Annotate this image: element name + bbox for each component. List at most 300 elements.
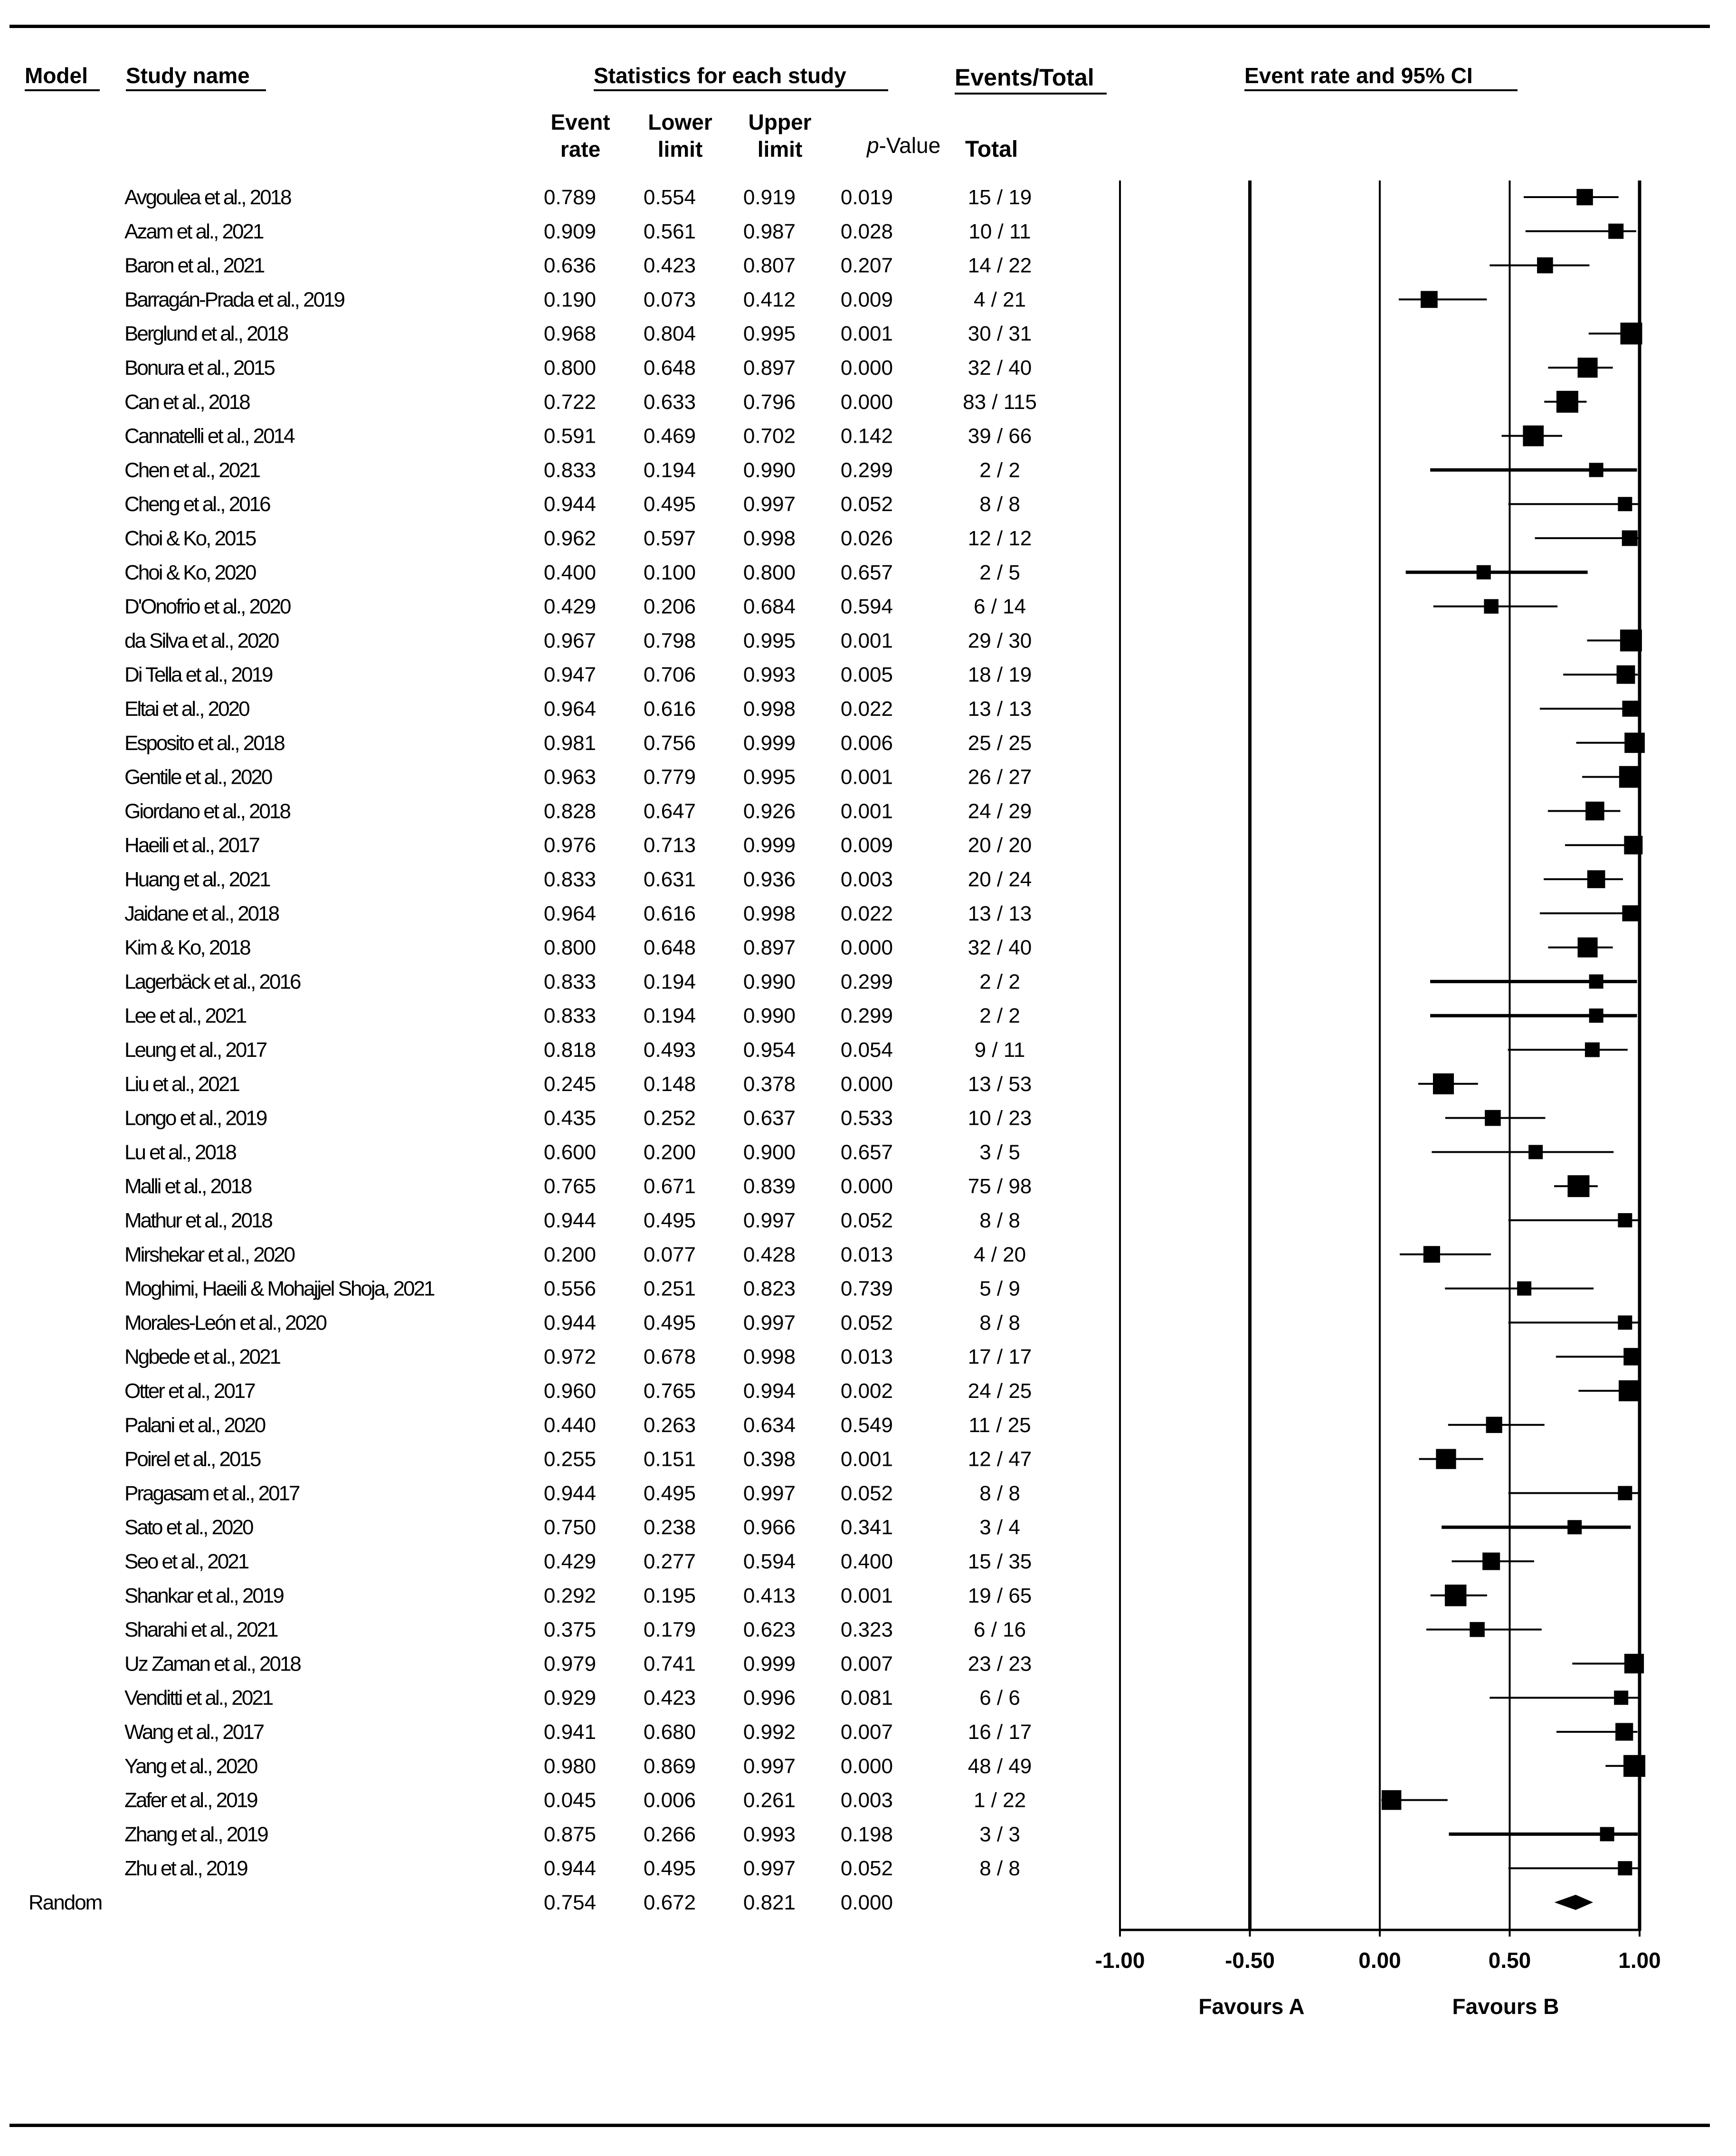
events-total: 11 / 25 [968, 1413, 1031, 1437]
header-p-value-italic: p [867, 133, 879, 158]
study-name: Baron et al., 2021 [124, 254, 264, 277]
p-value: 0.739 [840, 1277, 893, 1301]
upper-limit-value: 0.897 [743, 936, 796, 959]
upper-limit-value: 0.997 [743, 1857, 796, 1881]
lower-limit-value: 0.077 [643, 1243, 696, 1266]
upper-limit-value: 0.990 [743, 458, 796, 482]
point-marker [1618, 1315, 1632, 1330]
event-rate-value: 0.818 [543, 1038, 596, 1062]
upper-limit-value: 0.637 [743, 1106, 796, 1130]
study-name: Longo et al., 2019 [124, 1106, 266, 1130]
upper-limit-value: 0.413 [743, 1584, 796, 1607]
event-rate-value: 0.981 [543, 731, 596, 755]
study-name: Cannatelli et al., 2014 [124, 424, 294, 448]
lower-limit-value: 0.423 [643, 254, 696, 277]
events-total: 6 / 14 [973, 595, 1026, 618]
study-name: Venditti et al., 2021 [124, 1686, 273, 1710]
events-total: 23 / 23 [968, 1652, 1032, 1676]
p-value: 0.000 [840, 936, 893, 959]
events-total: 6 / 6 [979, 1686, 1020, 1710]
upper-limit-value: 0.998 [743, 527, 796, 550]
lower-limit-value: 0.561 [643, 219, 696, 243]
header-model: Model [25, 63, 88, 88]
lower-limit-value: 0.194 [643, 1004, 696, 1028]
p-value: 0.052 [840, 1482, 893, 1505]
study-name: Sato et al., 2020 [124, 1516, 253, 1539]
study-name: da Silva et al., 2020 [124, 629, 278, 653]
study-name: Gentile et al., 2020 [124, 765, 272, 789]
study-name: Kim & Ko, 2018 [124, 936, 250, 959]
event-rate-value: 0.976 [543, 834, 596, 857]
event-rate-value: 0.045 [543, 1788, 596, 1812]
point-marker [1617, 665, 1635, 684]
point-marker [1517, 1282, 1531, 1296]
event-rate-value: 0.636 [543, 254, 596, 277]
event-rate-value: 0.750 [543, 1516, 596, 1539]
upper-limit-value: 0.993 [743, 1823, 796, 1846]
event-rate-value: 0.400 [543, 560, 596, 584]
study-name: Giordano et al., 2018 [124, 799, 290, 823]
lower-limit-value: 0.495 [643, 1209, 696, 1232]
p-value: 0.000 [840, 1072, 893, 1096]
lower-limit-value: 0.554 [643, 186, 696, 209]
p-value: 0.013 [840, 1345, 893, 1369]
event-rate-value: 0.941 [543, 1720, 596, 1744]
point-marker [1423, 1246, 1440, 1263]
lower-limit-value: 0.633 [643, 390, 696, 414]
point-marker [1624, 732, 1645, 753]
upper-limit-value: 0.995 [743, 322, 796, 346]
point-marker [1585, 802, 1604, 821]
p-value: 0.001 [840, 1447, 893, 1471]
event-rate-value: 0.556 [543, 1277, 596, 1301]
lower-limit-value: 0.277 [643, 1550, 696, 1573]
summary-model-label: Random [28, 1891, 102, 1914]
upper-limit-value: 0.999 [743, 731, 796, 755]
events-total: 32 / 40 [968, 936, 1032, 959]
study-name: Zhu et al., 2019 [124, 1857, 247, 1881]
p-value: 0.657 [840, 560, 893, 584]
p-value: 0.299 [840, 970, 893, 994]
events-total: 3 / 5 [979, 1140, 1020, 1164]
study-name: Choi & Ko, 2020 [124, 560, 256, 584]
point-marker [1382, 1790, 1402, 1810]
study-name: Di Tella et al., 2019 [124, 663, 272, 687]
event-rate-value: 0.972 [543, 1345, 596, 1369]
upper-limit-value: 0.807 [743, 254, 796, 277]
upper-limit-value: 0.954 [743, 1038, 796, 1062]
header-lower-limit-2: limit [657, 137, 703, 161]
point-marker [1618, 1213, 1632, 1227]
point-marker [1585, 1042, 1600, 1057]
favours-left-label: Favours A [1198, 1994, 1305, 2019]
point-marker [1618, 1486, 1632, 1500]
p-value: 0.533 [840, 1106, 893, 1130]
upper-limit-value: 0.997 [743, 1209, 796, 1232]
event-rate-value: 0.967 [543, 629, 596, 653]
p-value: 0.323 [840, 1618, 893, 1642]
event-rate-value: 0.929 [543, 1686, 596, 1710]
p-value: 0.000 [840, 1175, 893, 1198]
x-axis [1095, 1930, 1661, 1973]
study-name: Leung et al., 2017 [124, 1038, 266, 1062]
lower-limit-value: 0.194 [643, 458, 696, 482]
lower-limit-value: 0.238 [643, 1516, 696, 1539]
point-marker [1614, 1691, 1628, 1705]
lower-limit-value: 0.073 [643, 288, 696, 312]
upper-limit-value: 0.994 [743, 1379, 796, 1403]
events-total: 13 / 53 [968, 1072, 1032, 1096]
point-marker [1618, 497, 1632, 511]
p-value: 0.000 [840, 1754, 893, 1778]
point-marker [1470, 1622, 1485, 1637]
point-marker [1528, 1145, 1543, 1159]
point-marker [1615, 1723, 1633, 1740]
summary-rate: 0.754 [543, 1891, 596, 1914]
events-total: 13 / 13 [968, 697, 1032, 721]
study-name: Pragasam et al., 2017 [124, 1482, 299, 1505]
lower-limit-value: 0.706 [643, 663, 696, 687]
upper-limit-value: 0.926 [743, 799, 796, 823]
upper-limit-value: 0.995 [743, 765, 796, 789]
events-total: 1 / 22 [973, 1788, 1026, 1812]
study-name: Lee et al., 2021 [124, 1004, 246, 1028]
upper-limit-value: 0.998 [743, 902, 796, 925]
point-marker [1608, 224, 1623, 239]
event-rate-value: 0.944 [543, 1857, 596, 1881]
p-value: 0.594 [840, 595, 893, 618]
study-name: Poirel et al., 2015 [124, 1447, 260, 1471]
lower-limit-value: 0.148 [643, 1072, 696, 1096]
event-rate-value: 0.440 [543, 1413, 596, 1437]
event-rate-value: 0.980 [543, 1754, 596, 1778]
events-total: 2 / 5 [979, 560, 1020, 584]
p-value: 0.007 [840, 1720, 893, 1744]
p-value: 0.001 [840, 629, 893, 653]
events-total: 24 / 29 [968, 799, 1032, 823]
lower-limit-value: 0.006 [643, 1788, 696, 1812]
events-total: 20 / 24 [968, 868, 1032, 891]
lower-limit-value: 0.495 [643, 1311, 696, 1335]
events-total: 2 / 2 [979, 970, 1020, 994]
event-rate-value: 0.944 [543, 1482, 596, 1505]
lower-limit-value: 0.631 [643, 868, 696, 891]
study-name: Seo et al., 2021 [124, 1550, 248, 1573]
upper-limit-value: 0.998 [743, 1345, 796, 1369]
p-value: 0.000 [840, 390, 893, 414]
events-total: 10 / 23 [968, 1106, 1032, 1130]
study-name: Malli et al., 2018 [124, 1175, 251, 1198]
p-value: 0.007 [840, 1652, 893, 1676]
study-name: Choi & Ko, 2015 [124, 527, 256, 550]
events-total: 16 / 17 [968, 1720, 1032, 1744]
study-name: Jaidane et al., 2018 [124, 902, 279, 925]
p-value: 0.400 [840, 1550, 893, 1573]
event-rate-value: 0.600 [543, 1140, 596, 1164]
study-name: Palani et al., 2020 [124, 1413, 265, 1437]
events-total: 19 / 65 [968, 1584, 1032, 1607]
lower-limit-value: 0.678 [643, 1345, 696, 1369]
header-upper-limit-2: limit [757, 137, 803, 161]
event-rate-value: 0.200 [543, 1243, 596, 1266]
study-name: Lagerbäck et al., 2016 [124, 970, 300, 994]
events-total: 4 / 21 [973, 288, 1026, 312]
study-name: Esposito et al., 2018 [124, 731, 284, 755]
events-total: 12 / 47 [968, 1447, 1032, 1471]
events-total: 30 / 31 [968, 322, 1032, 346]
events-total: 6 / 16 [973, 1618, 1026, 1642]
x-tick-label: 0.50 [1488, 1948, 1531, 1973]
study-name: Eltai et al., 2020 [124, 697, 249, 721]
lower-limit-value: 0.765 [643, 1379, 696, 1403]
events-total: 26 / 27 [968, 765, 1032, 789]
event-rate-value: 0.722 [543, 390, 596, 414]
study-name: Avgoulea et al., 2018 [124, 186, 291, 209]
upper-limit-value: 0.261 [743, 1788, 796, 1812]
lower-limit-value: 0.194 [643, 970, 696, 994]
event-rate-value: 0.964 [543, 697, 596, 721]
events-total: 12 / 12 [968, 527, 1032, 550]
lower-limit-value: 0.648 [643, 356, 696, 380]
upper-limit-value: 0.839 [743, 1175, 796, 1198]
header-event-rate-2: rate [560, 137, 601, 161]
upper-limit-value: 0.997 [743, 1482, 796, 1505]
lower-limit-value: 0.869 [643, 1754, 696, 1778]
events-total: 18 / 19 [968, 663, 1032, 687]
p-value: 0.657 [840, 1140, 893, 1164]
study-name: Zhang et al., 2019 [124, 1823, 267, 1846]
summary-upper: 0.821 [743, 1891, 796, 1914]
events-total: 15 / 19 [968, 186, 1032, 209]
header-total: Total [965, 137, 1018, 162]
upper-limit-value: 0.992 [743, 1720, 796, 1744]
study-name: Ngbede et al., 2021 [124, 1345, 280, 1369]
lower-limit-value: 0.100 [643, 560, 696, 584]
study-name: Moghimi, Haeili & Mohajjel Shoja, 2021 [124, 1277, 434, 1301]
header-event-rate-1: Event [550, 110, 610, 134]
lower-limit-value: 0.713 [643, 834, 696, 857]
event-rate-value: 0.292 [543, 1584, 596, 1607]
point-marker [1578, 358, 1598, 378]
lower-limit-value: 0.804 [643, 322, 696, 346]
point-marker [1620, 629, 1642, 651]
event-rate-value: 0.944 [543, 493, 596, 516]
header-lower-limit-1: Lower [648, 110, 712, 134]
upper-limit-value: 0.995 [743, 629, 796, 653]
event-rate-value: 0.789 [543, 186, 596, 209]
study-name: D'Onofrio et al., 2020 [124, 595, 290, 618]
upper-limit-value: 0.987 [743, 219, 796, 243]
lower-limit-value: 0.251 [643, 1277, 696, 1301]
study-name: Shankar et al., 2019 [124, 1584, 283, 1607]
point-marker [1484, 599, 1499, 614]
point-marker [1624, 1654, 1644, 1673]
header-upper-limit-1: Upper [748, 110, 812, 134]
p-value: 0.052 [840, 1311, 893, 1335]
upper-limit-value: 0.378 [743, 1072, 796, 1096]
point-marker [1623, 1348, 1641, 1366]
event-rate-value: 0.429 [543, 595, 596, 618]
upper-limit-value: 0.919 [743, 186, 796, 209]
event-rate-value: 0.968 [543, 322, 596, 346]
study-name: Cheng et al., 2016 [124, 493, 270, 516]
events-total: 4 / 20 [973, 1243, 1026, 1266]
events-total: 25 / 25 [968, 731, 1032, 755]
point-marker [1624, 836, 1642, 855]
p-value: 0.052 [840, 1857, 893, 1881]
events-total: 83 / 115 [963, 390, 1037, 414]
lower-limit-value: 0.671 [643, 1175, 696, 1198]
summary-diamond [1555, 1895, 1594, 1910]
events-total: 24 / 25 [968, 1379, 1032, 1403]
lower-limit-value: 0.200 [643, 1140, 696, 1164]
point-marker [1537, 257, 1553, 274]
header-plot-group: Event rate and 95% CI [1244, 63, 1473, 88]
favours-right-label: Favours B [1452, 1994, 1559, 2019]
events-total: 14 / 22 [968, 254, 1032, 277]
p-value: 0.000 [840, 356, 893, 380]
events-total: 13 / 13 [968, 902, 1032, 925]
event-rate-value: 0.255 [543, 1447, 596, 1471]
header-events-group: Events/Total [955, 64, 1094, 91]
upper-limit-value: 0.997 [743, 493, 796, 516]
summary-p: 0.000 [840, 1891, 893, 1914]
p-value: 0.019 [840, 186, 893, 209]
lower-limit-value: 0.493 [643, 1038, 696, 1062]
lower-limit-value: 0.151 [643, 1447, 696, 1471]
upper-limit-value: 0.684 [743, 595, 796, 618]
p-value: 0.028 [840, 219, 893, 243]
events-total: 2 / 2 [979, 1004, 1020, 1028]
lower-limit-value: 0.798 [643, 629, 696, 653]
study-name: Mathur et al., 2018 [124, 1209, 272, 1232]
p-value: 0.022 [840, 902, 893, 925]
upper-limit-value: 0.997 [743, 1311, 796, 1335]
lower-limit-value: 0.597 [643, 527, 696, 550]
upper-limit-value: 0.800 [743, 560, 796, 584]
events-total: 32 / 40 [968, 356, 1032, 380]
upper-limit-value: 0.634 [743, 1413, 796, 1437]
p-value: 0.001 [840, 1584, 893, 1607]
p-value: 0.052 [840, 1209, 893, 1232]
point-marker [1567, 1520, 1582, 1534]
upper-limit-value: 0.823 [743, 1277, 796, 1301]
events-total: 75 / 98 [968, 1175, 1032, 1198]
study-name: Azam et al., 2021 [124, 219, 263, 243]
study-name: Liu et al., 2021 [124, 1072, 239, 1096]
study-name: Sharahi et al., 2021 [124, 1618, 277, 1642]
point-marker [1622, 701, 1638, 717]
events-total: 3 / 4 [979, 1516, 1020, 1539]
upper-limit-value: 0.897 [743, 356, 796, 380]
p-value: 0.001 [840, 765, 893, 789]
x-tick-label: 0.00 [1358, 1948, 1401, 1973]
point-marker [1485, 1110, 1501, 1126]
p-value: 0.009 [840, 288, 893, 312]
point-marker [1556, 391, 1578, 413]
point-marker [1576, 189, 1593, 205]
event-rate-value: 0.833 [543, 970, 596, 994]
point-marker [1618, 1861, 1632, 1875]
point-marker [1578, 938, 1598, 958]
summary-lower: 0.672 [643, 1891, 696, 1914]
point-marker [1433, 1073, 1454, 1094]
event-rate-value: 0.833 [543, 458, 596, 482]
upper-limit-value: 0.702 [743, 424, 796, 448]
point-marker [1619, 766, 1641, 788]
lower-limit-value: 0.495 [643, 493, 696, 516]
events-total: 15 / 35 [968, 1550, 1032, 1573]
p-value: 0.002 [840, 1379, 893, 1403]
p-value: 0.001 [840, 322, 893, 346]
x-tick-label: -1.00 [1095, 1948, 1145, 1973]
event-rate-value: 0.828 [543, 799, 596, 823]
upper-limit-value: 0.412 [743, 288, 796, 312]
lower-limit-value: 0.648 [643, 936, 696, 959]
point-marker [1445, 1585, 1467, 1606]
study-name: Can et al., 2018 [124, 390, 249, 414]
event-rate-value: 0.909 [543, 219, 596, 243]
events-total: 39 / 66 [968, 424, 1032, 448]
p-value: 0.026 [840, 527, 893, 550]
upper-limit-value: 0.990 [743, 1004, 796, 1028]
point-marker [1620, 323, 1642, 344]
lower-limit-value: 0.756 [643, 731, 696, 755]
study-name: Otter et al., 2017 [124, 1379, 255, 1403]
event-rate-value: 0.591 [543, 424, 596, 448]
p-value: 0.299 [840, 1004, 893, 1028]
point-marker [1567, 1175, 1589, 1197]
point-marker [1523, 426, 1544, 446]
point-marker [1587, 870, 1605, 888]
events-total: 3 / 3 [979, 1823, 1020, 1846]
point-marker [1421, 291, 1438, 308]
p-value: 0.207 [840, 254, 893, 277]
p-value: 0.013 [840, 1243, 893, 1266]
point-marker [1622, 905, 1638, 921]
study-name: Uz Zaman et al., 2018 [124, 1652, 300, 1676]
upper-limit-value: 0.936 [743, 868, 796, 891]
upper-limit-value: 0.900 [743, 1140, 796, 1164]
upper-limit-value: 0.999 [743, 1652, 796, 1676]
event-rate-value: 0.979 [543, 1652, 596, 1676]
lower-limit-value: 0.206 [643, 595, 696, 618]
study-name: Bonura et al., 2015 [124, 356, 274, 380]
event-rate-value: 0.429 [543, 1550, 596, 1573]
event-rate-value: 0.245 [543, 1072, 596, 1096]
point-marker [1589, 1008, 1603, 1023]
study-name: Haeili et al., 2017 [124, 834, 259, 857]
p-value: 0.001 [840, 799, 893, 823]
study-name: Berglund et al., 2018 [124, 322, 288, 346]
events-total: 20 / 20 [968, 834, 1032, 857]
study-name: Zafer et al., 2019 [124, 1788, 257, 1812]
upper-limit-value: 0.796 [743, 390, 796, 414]
upper-limit-value: 0.999 [743, 834, 796, 857]
p-value: 0.052 [840, 493, 893, 516]
study-rows [28, 186, 1645, 1914]
lower-limit-value: 0.469 [643, 424, 696, 448]
point-marker [1486, 1417, 1502, 1433]
p-value: 0.003 [840, 1788, 893, 1812]
lower-limit-value: 0.495 [643, 1482, 696, 1505]
p-value: 0.054 [840, 1038, 893, 1062]
events-total: 8 / 8 [979, 1482, 1020, 1505]
event-rate-value: 0.190 [543, 288, 596, 312]
event-rate-value: 0.944 [543, 1311, 596, 1335]
x-tick-label: -0.50 [1225, 1948, 1275, 1973]
p-value: 0.005 [840, 663, 893, 687]
